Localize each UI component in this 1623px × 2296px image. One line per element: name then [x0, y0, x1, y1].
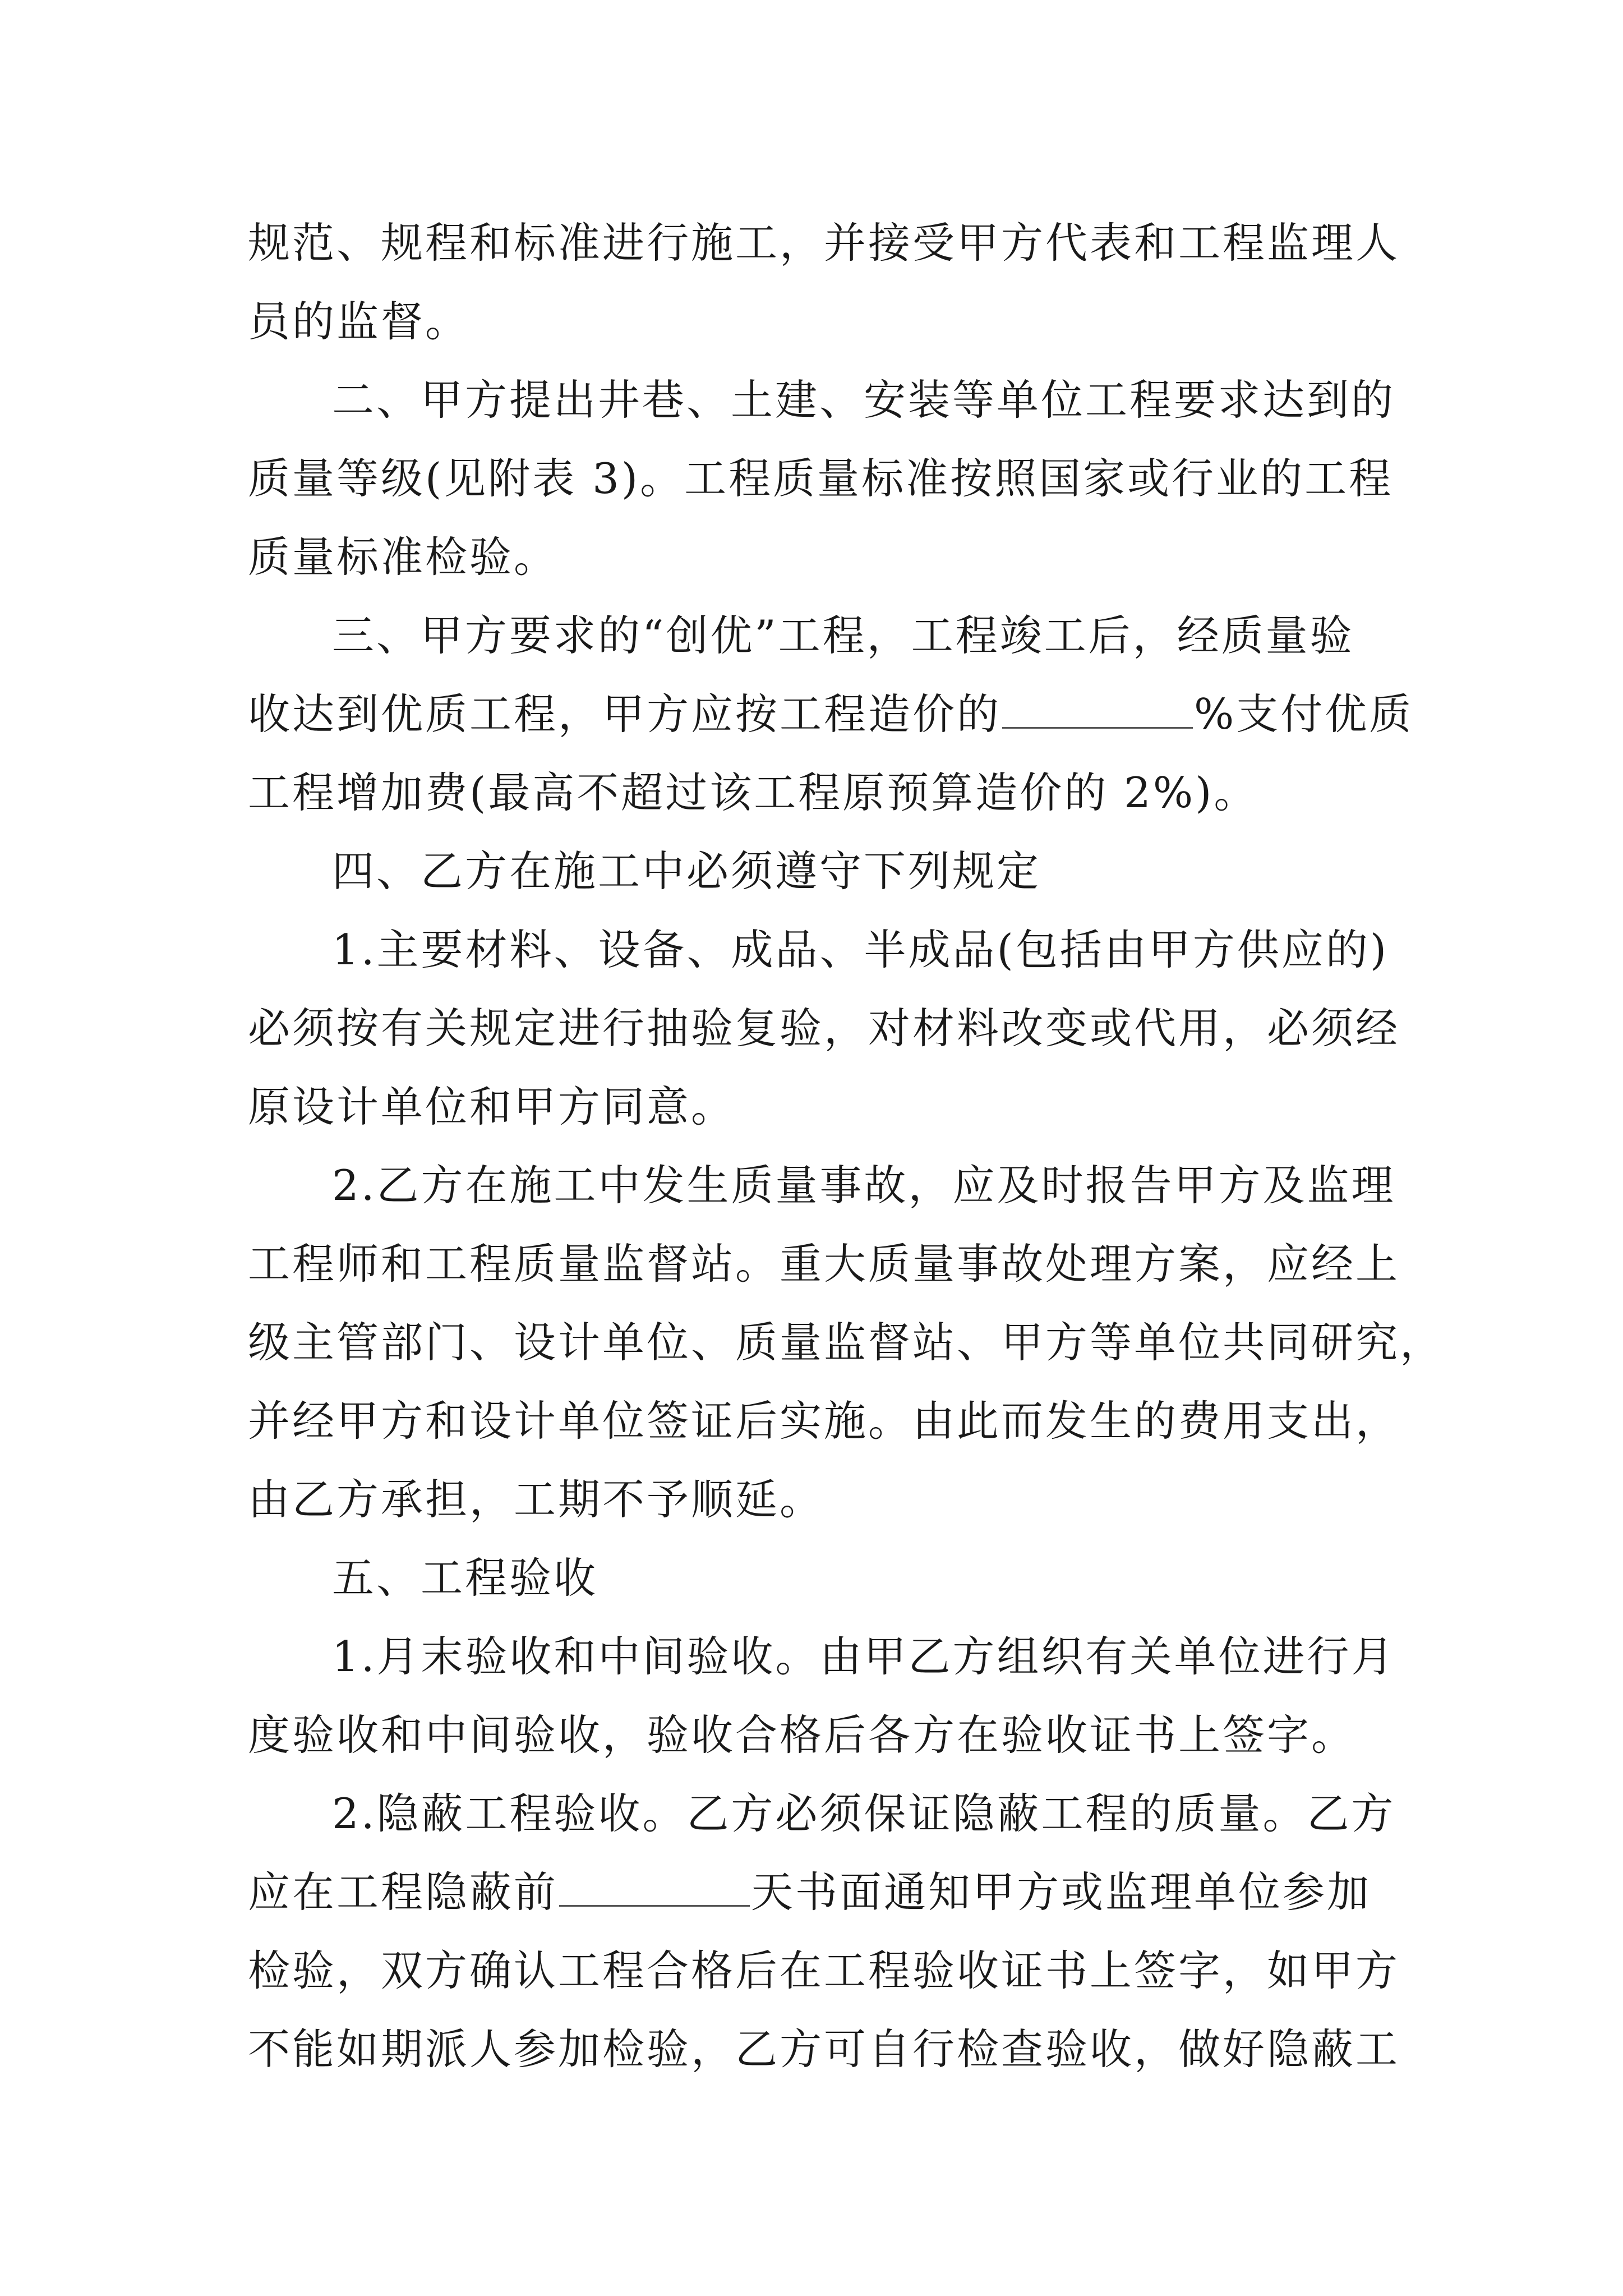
- fill-in-blank[interactable]: [559, 1871, 750, 1907]
- section-2-heading-line: 二、甲方提出井巷、土建、安装等单位工程要求达到的: [332, 375, 1396, 425]
- text-line: 不能如期派人参加检验，乙方可自行检查验收，做好隐蔽工: [248, 2024, 1400, 2074]
- text-segment: %支付优质: [1194, 689, 1414, 739]
- text-line: 2.乙方在施工中发生质量事故，应及时报告甲方及监理: [332, 1161, 1396, 1210]
- text-segment: 应在工程隐蔽前: [248, 1867, 559, 1917]
- section-3-heading-line: 三、甲方要求的“创优”工程，工程竣工后，经质量验: [332, 611, 1354, 660]
- text-line: 检验，双方确认工程合格后在工程验收证书上签字，如甲方: [248, 1946, 1400, 1995]
- text-line: 级主管部门、设计单位、质量监督站、甲方等单位共同研究，: [248, 1318, 1445, 1367]
- text-line: 必须按有关规定进行抽验复验，对材料改变或代用，必须经: [248, 1004, 1400, 1053]
- text-line-with-blank: [248, 675, 1426, 753]
- text-line: 质量标准检验。: [248, 532, 559, 582]
- fill-in-blank[interactable]: [1002, 693, 1193, 729]
- text-line: 并经甲方和设计单位签证后实施。由此而发生的费用支出，: [248, 1396, 1400, 1446]
- text-line: 2.隐蔽工程验收。乙方必须保证隐蔽工程的质量。乙方: [332, 1789, 1396, 1838]
- text-line: 1.主要材料、设备、成品、半成品(包括由甲方供应的): [332, 925, 1389, 974]
- text-line: 度验收和中间验收，验收合格后各方在验收证书上签字。: [248, 1710, 1356, 1760]
- text-line: 规范、规程和标准进行施工，并接受甲方代表和工程监理人: [248, 218, 1400, 268]
- text-line: 由乙方承担，工期不予顺延。: [248, 1475, 824, 1524]
- text-line: 工程师和工程质量监督站。重大质量事故处理方案，应经上: [248, 1239, 1400, 1289]
- section-5-heading-line: 五、工程验收: [332, 1553, 598, 1603]
- text-line: 员的监督。: [248, 297, 470, 346]
- section-4-heading-line: 四、乙方在施工中必须遵守下列规定: [332, 846, 1041, 896]
- text-line: 1.月末验收和中间验收。由甲乙方组织有关单位进行月: [332, 1632, 1396, 1681]
- text-segment: 收达到优质工程，甲方应按工程造价的: [248, 689, 1002, 739]
- text-line: 质量等级(见附表 3)。工程质量标准按照国家或行业的工程: [248, 454, 1394, 503]
- text-line: 原设计单位和甲方同意。: [248, 1082, 736, 1131]
- text-segment: 天书面通知甲方或监理单位参加: [751, 1867, 1372, 1917]
- text-line-with-blank: [248, 1853, 1426, 1931]
- text-line: 工程增加费(最高不超过该工程原预算造价的 2%)。: [248, 768, 1258, 817]
